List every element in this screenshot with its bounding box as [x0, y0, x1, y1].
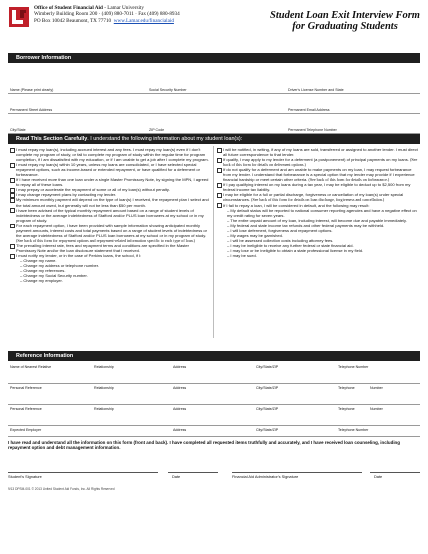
certification-statement: I have read and understand all the information on this form (front and back). I have completed all requested items truthfully and accurately, and I have received loan counseling, including repayment option and debt management information.: [8, 440, 400, 451]
city-state-zip-field[interactable]: City/State/ZIP: [256, 386, 279, 390]
item-text: I must repay my loan(s) within 10 years, unless my loans are consolidated, or I have selected special repayment options, such as income-based or extended repayment, or have qualified for a deferment or forbearance.: [16, 162, 201, 178]
item-text: I may change repayment plans by contacting my lender.: [16, 192, 117, 198]
acknowledgement-subitem: [217, 208, 420, 218]
borrower-row-3: [8, 114, 420, 134]
item-text: If do not qualify for a deferment and am unable to make payments on my loan, I may request forbearance from my lender. I understand that forbearance is a special option that my lender may provide if I experience financial hardship or meet certain other criteria.: [223, 167, 415, 183]
relationship-field[interactable]: Relationship: [94, 365, 114, 369]
city-state-zip-field[interactable]: City/State/ZIP: [256, 365, 279, 369]
student-date-line[interactable]: [168, 472, 218, 473]
lamar-university-logo: [8, 6, 30, 28]
city-state-field[interactable]: City/State: [10, 128, 26, 132]
acknowledgement-item: [217, 167, 420, 182]
telephone-number-field[interactable]: Telephone Number: [338, 365, 369, 369]
right-column: [217, 147, 420, 258]
student-signature-line[interactable]: [8, 472, 158, 473]
student-signature-label: Student's Signature: [8, 474, 42, 479]
item-text: – My federal and state income tax refunds and other federal payments may be withheld.: [227, 222, 385, 228]
email-field[interactable]: Permanent Email Address: [288, 108, 330, 112]
administrator-signature-label: Financial Aid Administrator's Signature: [232, 474, 299, 479]
acknowledgement-checkbox[interactable]: [10, 148, 15, 153]
form-title: Student Loan Exit Interview Form for Graduating Students: [270, 10, 420, 33]
borrower-section-title: Borrower Information: [16, 55, 72, 61]
item-text: – Change my address or telephone number.: [20, 263, 99, 269]
read-section-subtitle: I understand the following information about my student loan(s):: [90, 136, 243, 142]
acknowledgement-checkbox[interactable]: [217, 168, 222, 173]
acknowledgement-checkbox[interactable]: [10, 163, 15, 168]
acknowledgement-checkbox[interactable]: [217, 148, 222, 153]
item-text: I must repay my loan(s), including accrued interest and any fees. I must repay my loan(s) even if I don't complete my program of study, or fail to complete my program of study within the regular time for program completion, if I am dissatisfied with my education, or if I am unable to get a job after I complete my program.: [16, 147, 209, 163]
column-divider: [213, 146, 214, 338]
acknowledgement-checkbox[interactable]: [10, 254, 15, 259]
expected-employer-field[interactable]: Expected Employer: [10, 428, 42, 432]
relationship-field[interactable]: Relationship: [94, 407, 114, 411]
item-text: I may be eligible for a full or partial discharge, forgiveness or cancellation of my loan(s) under special circumstances.: [223, 192, 404, 203]
left-column: [10, 147, 210, 283]
borrower-row-2: [8, 94, 420, 114]
acknowledgement-checkbox[interactable]: [10, 244, 15, 249]
zip-code-field[interactable]: ZIP Code: [149, 128, 165, 132]
borrower-row-1: [8, 64, 420, 94]
drivers-license-field[interactable]: Driver's License Number and State: [288, 88, 344, 92]
item-text: – Change my employer.: [20, 278, 63, 284]
office-address-line2: PO Box 10042 Beaumont, TX 77710: [34, 17, 112, 24]
item-note: (See back of this form for details on loan discharge, forgiveness and cancellation.): [251, 197, 385, 203]
item-text: – Change my references.: [20, 268, 66, 274]
acknowledgement-item: [10, 208, 210, 223]
item-text: I must notify my lender, or in the case of Perkins loans, the school, if I:: [16, 252, 142, 258]
item-text: If I pay qualifying interest on my loans during a tax year, I may be eligible to deduct up to $2,500 from my federal income tax liability.: [223, 182, 411, 193]
acknowledgement-subitem: [10, 278, 210, 283]
address-field[interactable]: Address: [173, 407, 187, 411]
city-state-zip-field[interactable]: City/State/ZIP: [256, 407, 279, 411]
telephone-number-field[interactable]: Telephone Number: [338, 428, 369, 432]
university-name: - Lamar University: [104, 5, 144, 11]
item-text: If qualify, I may apply to my lender for a deferment (a postponement) of principal payments on my loans.: [223, 157, 409, 163]
item-text: For each repayment option, I have been provided with sample information showing anticipated monthly payment amounts, interest costs and total payments based on a range of student levels of indebtedness or the average indebtedness of Stafford and/or PLUS loan borrowers at my school or in my program of study.: [16, 222, 207, 238]
item-text: The prevailing interest rate, fees and repayment terms and conditions are specified in the Master Promissory Note and/or the loan disclosure statement that I received.: [16, 242, 189, 253]
address-field[interactable]: Address: [173, 365, 187, 369]
item-text: – Change my Social Security number.: [20, 273, 88, 279]
city-state-zip-field[interactable]: City/State/ZIP: [256, 428, 279, 432]
office-info: [34, 5, 194, 24]
item-text: If I have received more than one loan under a single Master Promissory Note, by signing the MPN, I agreed to repay all of these loans.: [16, 177, 209, 188]
acknowledgement-item: [10, 162, 210, 177]
reference-section-title: Reference Information: [16, 353, 74, 359]
personal-reference-field[interactable]: Personal Reference: [10, 386, 42, 390]
item-text: I may prepay or accelerate the repayment of some or all of my loan(s) without penalty.: [16, 187, 170, 193]
name-field[interactable]: Name (Please print clearly): [10, 88, 54, 92]
acknowledgement-checkbox[interactable]: [217, 183, 222, 188]
acknowledgement-item: [217, 182, 420, 192]
acknowledgement-item: [217, 192, 420, 202]
number-field[interactable]: Number: [370, 407, 383, 411]
relationship-field[interactable]: Relationship: [94, 386, 114, 390]
item-text: – I will lose deferment, forgiveness and repayment options.: [227, 227, 333, 233]
administrator-signature-line[interactable]: [232, 472, 362, 473]
acknowledgement-checkbox[interactable]: [10, 208, 15, 213]
telephone-field[interactable]: Permanent Telephone Number: [288, 128, 337, 132]
acknowledgement-checkbox[interactable]: [217, 158, 222, 163]
office-name: Office of Student Financial Aid: [34, 5, 103, 11]
acknowledgement-subitem: [217, 253, 420, 258]
reference-row-employer[interactable]: [8, 426, 420, 437]
item-text: – Change my name.: [20, 258, 57, 264]
acknowledgement-item: [10, 197, 210, 207]
footer-copyright: 9/13 DPSM-001 © 2013 United Student Aid Funds, Inc. All Rights Reserved: [8, 487, 115, 491]
student-date-label: Date: [172, 474, 181, 479]
item-text: – The entire unpaid amount of my loan, including interest, will become due and payable immediately.: [227, 217, 407, 223]
acknowledgement-item: [217, 157, 420, 167]
nearest-relative-field[interactable]: Name of Nearest Relative: [10, 365, 52, 369]
acknowledgement-item: [10, 223, 210, 243]
telephone-field[interactable]: Telephone: [338, 386, 355, 390]
item-text: – I will be assessed collection costs including attorney fees.: [227, 237, 334, 243]
telephone-field[interactable]: Telephone: [338, 407, 355, 411]
reference-row-relative[interactable]: [8, 363, 420, 384]
office-address-line1: Wimberly Building Room 200 · (409) 880-7011 · Fax (409) 880-8934: [34, 11, 180, 18]
item-note: (See back of this form for details on deferment options.): [223, 157, 418, 168]
number-field[interactable]: Number: [370, 386, 383, 390]
item-text: If I fail to repay a loan, I will be considered in default, and the following may result:: [223, 202, 370, 208]
acknowledgement-checkbox[interactable]: [10, 224, 15, 229]
reference-row-personal-1[interactable]: [8, 384, 420, 405]
website-link[interactable]: www.Lamar.edu/financialaid: [113, 17, 174, 24]
item-note: (See back of this form for repayment options and repayment-related information specific to each type of loan.): [16, 237, 196, 243]
borrower-section-header: [8, 53, 420, 63]
acknowledgement-checkbox[interactable]: [10, 198, 15, 203]
acknowledgement-item: [10, 253, 210, 258]
acknowledgement-checkbox[interactable]: [10, 178, 15, 183]
acknowledgement-item: [10, 243, 210, 253]
read-section-header: Read This Section Carefully. I understand the following information about my student loan(s):: [8, 134, 420, 144]
acknowledgement-checkbox[interactable]: [217, 203, 222, 208]
reference-row-personal-2[interactable]: [8, 405, 420, 426]
personal-reference-field[interactable]: Personal Reference: [10, 407, 42, 411]
reference-section-header: [8, 351, 420, 361]
read-section-title: Read This Section Carefully: [16, 136, 88, 142]
street-address-field[interactable]: Permanent Street Address: [10, 108, 53, 112]
item-text: I will be notified, in writing, if any of my loans are sold, transferred or assigned to another lender. I must direct all future correspondence to that lender.: [223, 147, 418, 158]
item-text: I have been advised of the typical monthly repayment amount based on a range of student levels of indebtedness or the average indebtedness of Stafford and/or PLUS loan borrowers at my school or in my program of study.: [16, 207, 204, 223]
acknowledgement-item: [217, 147, 420, 157]
acknowledgement-item: [10, 177, 210, 187]
item-text: – I may lose or be ineligible to obtain a state professional license in my field.: [227, 247, 364, 253]
item-text: My minimum monthly payment will depend on the type of loan(s) I received, the repayment plan I select and the total amount owed, but generally will not be less than $50 per month.: [16, 197, 209, 208]
address-field[interactable]: Address: [173, 386, 187, 390]
administrator-date-line[interactable]: [370, 472, 420, 473]
item-text: – My default status will be reported to national consumer reporting agencies and have a negative effect on my credit rating for seven years.: [227, 207, 417, 218]
item-text: – My wages may be garnished.: [227, 232, 284, 238]
acknowledgement-item: [10, 147, 210, 162]
acknowledgement-checkbox[interactable]: [217, 193, 222, 198]
item-text: – I may be sued.: [227, 252, 257, 258]
administrator-date-label: Date: [374, 474, 383, 479]
acknowledgement-item: [217, 203, 420, 208]
item-text: – I may be ineligible to receive any further federal or state financial aid.: [227, 242, 354, 248]
item-note: (See back of this form for details on forbearance.): [308, 177, 390, 183]
ssn-field[interactable]: Social Security Number: [149, 88, 187, 92]
address-field[interactable]: Address: [173, 428, 187, 432]
